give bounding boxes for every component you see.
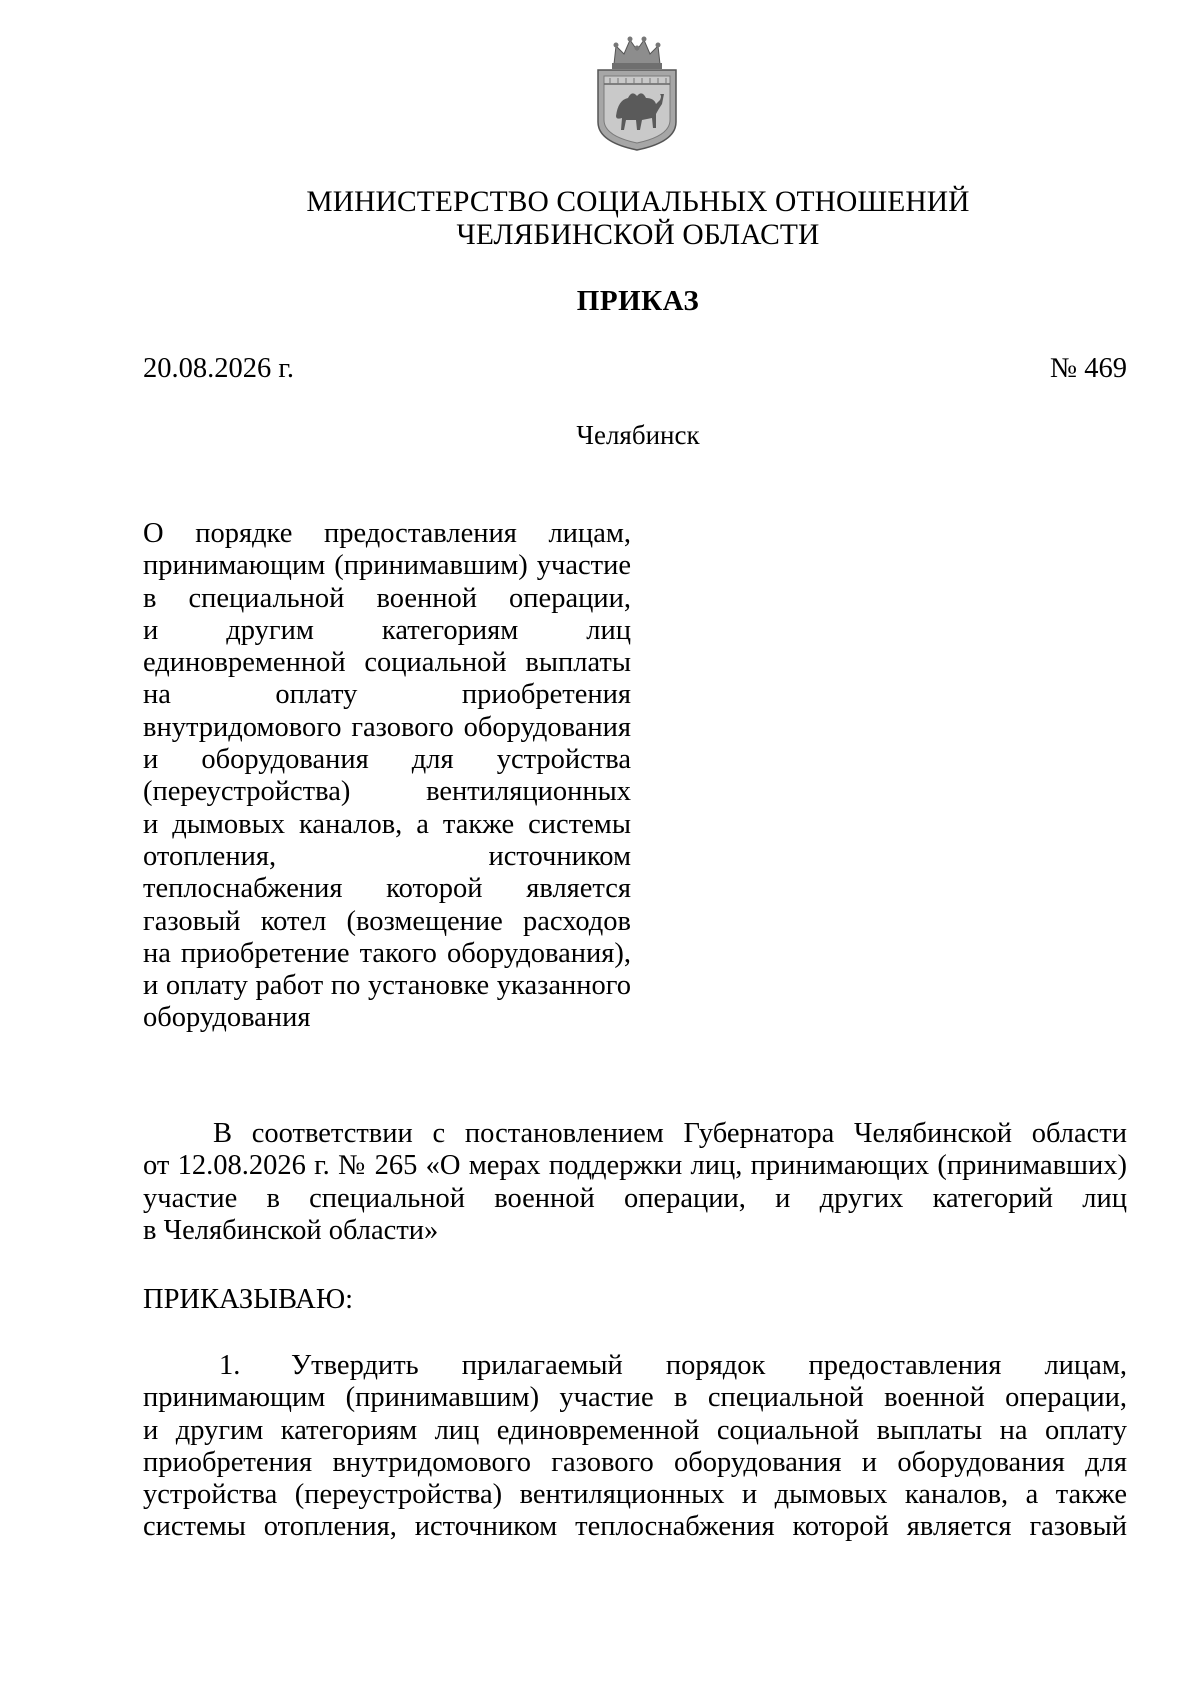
order-date: 20.08.2026 г. xyxy=(143,353,294,384)
subject-line: на оплату приобретения xyxy=(143,679,631,711)
doc-type-title: ПРИКАЗ xyxy=(576,285,700,317)
ministry-line-2: ЧЕЛЯБИНСКОЙ ОБЛАСТИ xyxy=(456,219,820,251)
subject-line: внутридомового газового оборудования xyxy=(143,711,631,743)
order-number: № 469 xyxy=(1049,353,1127,384)
point-number: 1. xyxy=(219,1350,241,1381)
subject-line: и оборудования для устройства xyxy=(143,744,631,776)
ministry-line-1: МИНИСТЕРСТВО СОЦИАЛЬНЫХ ОТНОШЕНИЙ xyxy=(306,186,970,218)
point-1-first-line xyxy=(143,1350,1127,1382)
subject-line: и дымовых каналов, а также системы xyxy=(143,808,631,840)
point-1-first-text: Утвердить прилагаемый порядок предоставления лицам, xyxy=(291,1350,1127,1381)
preamble-paragraph xyxy=(143,1118,1127,1247)
decree-word: ПРИКАЗЫВАЮ: xyxy=(143,1284,354,1315)
subject-line: единовременной социальной выплаты xyxy=(143,647,631,679)
coat-of-arms-icon xyxy=(592,34,682,152)
subject-line: теплоснабжения которой является xyxy=(143,873,631,905)
subject-line: и оплату работ по установке указанного xyxy=(143,970,631,1002)
city: Челябинск xyxy=(576,420,700,450)
point-line: системы отопления, источником теплоснабжения которой является газовый xyxy=(143,1511,1127,1543)
preamble-line: от 12.08.2026 г. № 265 «О мерах поддержки лиц, принимающих (принимавших) xyxy=(143,1150,1127,1182)
preamble-line: В соответствии с постановлением Губернатора Челябинской области xyxy=(213,1118,1127,1149)
point-1-paragraph xyxy=(143,1350,1127,1544)
point-line: и другим категориям лиц единовременной социальной выплаты на оплату xyxy=(143,1414,1127,1446)
subject-line: отопления, источником xyxy=(143,840,631,872)
subject-line: принимающим (принимавшим) участие xyxy=(143,550,631,582)
preamble-line: в Челябинской области» xyxy=(143,1214,439,1246)
preamble-line: участие в специальной военной операции, и других категорий лиц xyxy=(143,1182,1127,1214)
point-line: устройства (переустройства) вентиляционных и дымовых каналов, а также xyxy=(143,1479,1127,1511)
subject-line: (переустройства) вентиляционных xyxy=(143,776,631,808)
subject-line: на приобретение такого оборудования), xyxy=(143,937,631,969)
subject-line: газовый котел (возмещение расходов xyxy=(143,905,631,937)
ministry-name xyxy=(0,186,1200,252)
point-line: принимающим (принимавшим) участие в специальной военной операции, xyxy=(143,1382,1127,1414)
subject-line: О порядке предоставления лицам, xyxy=(143,518,631,549)
subject-line: оборудования xyxy=(143,1002,311,1034)
order-subject xyxy=(143,518,631,1035)
point-line: приобретения внутридомового газового оборудования и оборудования для xyxy=(143,1446,1127,1478)
subject-line: в специальной военной операции, xyxy=(143,582,631,614)
subject-line: и другим категориям лиц xyxy=(143,614,631,646)
